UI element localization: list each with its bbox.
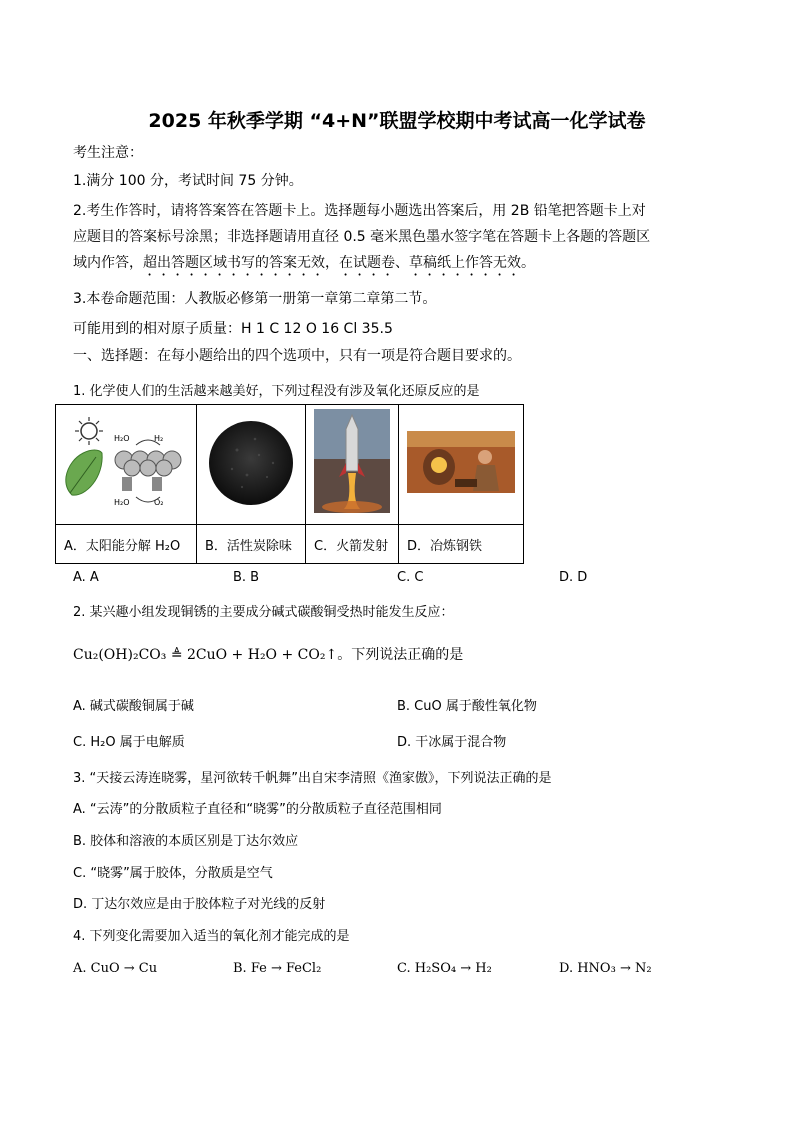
q2-equation: Cu₂(OH)₂CO₃ ≜ 2CuO + H₂O + CO₂↑ bbox=[73, 647, 338, 663]
q3-option-c[interactable]: C. “晓雾”属于胶体，分散质是空气 bbox=[73, 866, 273, 881]
notice-item-1: 1.满分 100 分，考试时间 75 分钟。 bbox=[73, 173, 303, 189]
notice-item-2: 2.考生作答时，请将答案答在答题卡上。选择题每小题选出答案后，用 2B 铅笔把答题卡上对 bbox=[73, 203, 646, 219]
atomic-mass: 可能用到的相对原子质量：H 1 C 12 O 16 Cl 35.5 bbox=[73, 321, 393, 337]
notice-item-2-end bbox=[73, 252, 535, 279]
q1-image-d bbox=[399, 405, 524, 525]
notice-item-3: 3.本卷命题范围：人教版必修第一册第一章第二章第二节。 bbox=[73, 291, 437, 307]
q2-stem: 2. 某兴趣小组发现铜锈的主要成分碱式碳酸铜受热时能发生反应： bbox=[73, 605, 454, 620]
q1-image-a bbox=[56, 405, 197, 525]
q1-stem: 1. 化学使人们的生活越来越美好，下列过程没有涉及氧化还原反应的是 bbox=[73, 384, 480, 399]
q3-stem: 3. “天接云涛连晓雾，星河欲转千帆舞”出自宋李清照《渔家傲》，下列说法正确的是 bbox=[73, 771, 552, 786]
q2-equation-line bbox=[73, 644, 463, 664]
rocket-launch-image bbox=[306, 405, 398, 520]
label-o2: O₂ bbox=[154, 498, 164, 507]
q1-option-b[interactable]: B. B bbox=[233, 570, 260, 585]
q2-option-b[interactable]: B. CuO 属于酸性氧化物 bbox=[397, 699, 537, 714]
leaf-icon bbox=[66, 450, 102, 495]
q4-option-b[interactable]: B. Fe → FeCl₂ bbox=[233, 961, 322, 976]
q1-option-a[interactable]: A. A bbox=[73, 570, 99, 585]
page-title: 2025 年秋季学期 “4+N”联盟学校期中考试高一化学试卷 bbox=[148, 110, 646, 132]
notice-heading: 考生注意： bbox=[73, 145, 143, 161]
q1-image-c bbox=[306, 405, 399, 525]
q4-stem: 4. 下列变化需要加入适当的氧化剂才能完成的是 bbox=[73, 929, 350, 944]
q2-equation-tail: 。下列说法正确的是 bbox=[337, 647, 464, 663]
q2-option-d[interactable]: D. 干冰属于混合物 bbox=[397, 735, 507, 750]
q1-image-table bbox=[55, 404, 524, 564]
q1-caption-b: B．活性炭除味 bbox=[197, 525, 306, 564]
notice-item-2-cont: 应题目的答案标号涂黑；非选择题请用直径 0.5 毫米黑色墨水签字笔在答题卡上各题的答题区 bbox=[73, 229, 651, 245]
notice-emphasis: 超出答题区域书写的答案无效，在试题卷、草稿纸上作答无效 bbox=[143, 255, 521, 271]
activated-carbon-image bbox=[197, 405, 305, 520]
q4-option-c[interactable]: C. H₂SO₄ → H₂ bbox=[397, 961, 492, 976]
water-splitting-diagram bbox=[56, 405, 196, 520]
label-h2: H₂ bbox=[154, 434, 164, 443]
label-h2o-top: H₂O bbox=[114, 434, 130, 443]
q1-caption-c: C．火箭发射 bbox=[306, 525, 399, 564]
q1-image-b bbox=[197, 405, 306, 525]
section-heading: 一、选择题：在每小题给出的四个选项中，只有一项是符合题目要求的。 bbox=[73, 348, 521, 364]
iron-smelting-image bbox=[399, 405, 523, 520]
q4-option-a[interactable]: A. CuO → Cu bbox=[73, 961, 158, 976]
q2-option-c[interactable]: C. H₂O 属于电解质 bbox=[73, 735, 185, 750]
q3-option-a[interactable]: A. “云涛”的分散质粒子直径和“晓雾”的分散质粒子直径范围相同 bbox=[73, 802, 442, 817]
notice-line3-suffix: 。 bbox=[521, 255, 535, 271]
q3-option-d[interactable]: D. 丁达尔效应是由于胶体粒子对光线的反射 bbox=[73, 897, 326, 912]
q1-option-c[interactable]: C. C bbox=[397, 570, 424, 585]
q1-caption-d: D．冶炼钢铁 bbox=[399, 525, 524, 564]
catalyst-balls-icon bbox=[115, 451, 181, 476]
q1-option-d[interactable]: D. D bbox=[559, 570, 588, 585]
sun-icon bbox=[75, 417, 103, 445]
notice-line3-prefix: 域内作答， bbox=[73, 255, 143, 271]
q3-option-b[interactable]: B. 胶体和溶液的本质区别是丁达尔效应 bbox=[73, 834, 299, 849]
label-h2o-bottom: H₂O bbox=[114, 498, 130, 507]
q2-option-a[interactable]: A. 碱式碳酸铜属于碱 bbox=[73, 699, 194, 714]
q1-caption-a: A．太阳能分解 H₂O bbox=[56, 525, 197, 564]
q4-option-d[interactable]: D. HNO₃ → N₂ bbox=[559, 961, 652, 976]
